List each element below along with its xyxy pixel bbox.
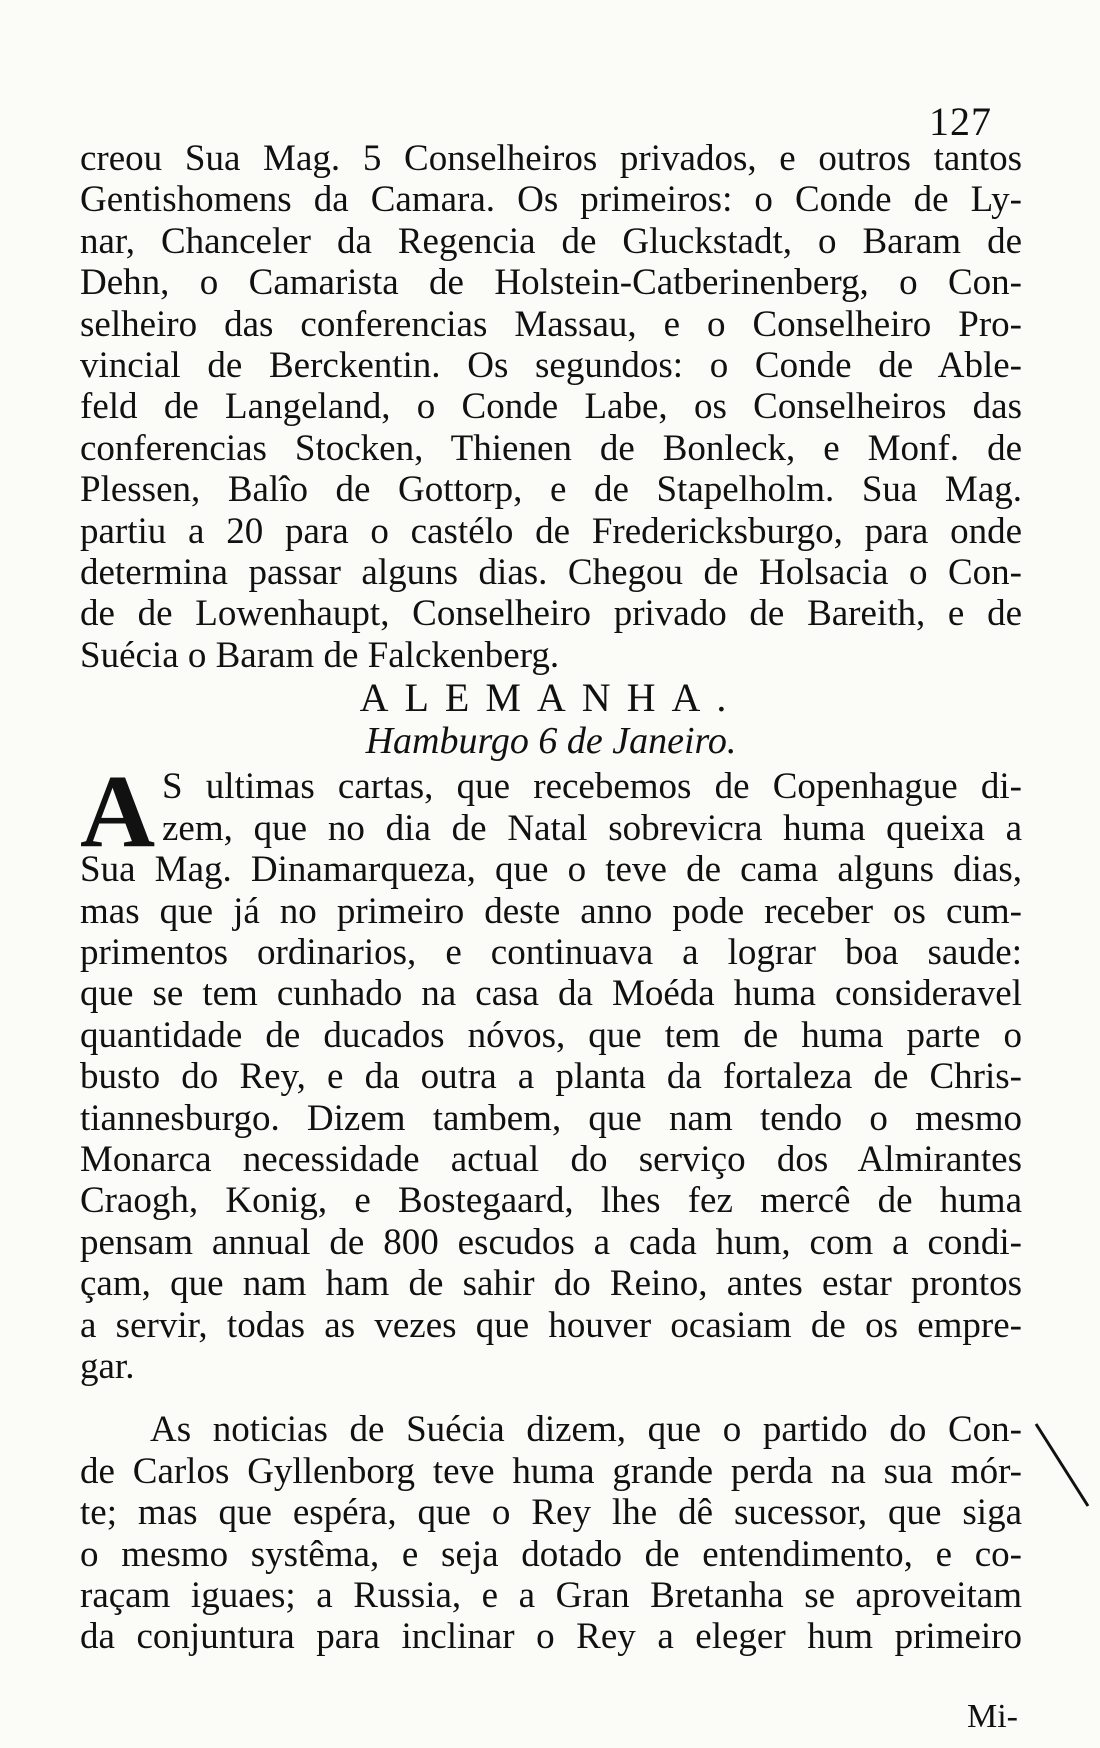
drop-cap: A — [80, 754, 156, 870]
paragraph-denmark-appointments — [80, 138, 1022, 676]
text-line: Plessen, Balîo de Gottorp, e de Stapelholm. Sua Mag. — [80, 469, 1022, 511]
text-line: zem, que no dia de Natal sobrevicra huma queixa a — [162, 807, 1022, 849]
text-line: Suécia o Baram de Falckenberg. — [80, 634, 560, 676]
text-line: Craogh, Konig, e Bostegaard, lhes fez mercê de huma — [80, 1180, 1022, 1222]
dateline: Hamburgo 6 de Janeiro. — [365, 720, 737, 763]
text-line: determina passar alguns dias. Chegou de Holsacia o Con- — [80, 552, 1022, 594]
text-line: que se tem cunhado na casa da Moéda huma consideravel — [80, 973, 1022, 1015]
text-line: primentos ordinarios, e continuava a lograr boa saude: — [80, 931, 1022, 973]
text-line: busto do Rey, e da outra a planta da fortaleza de Chris- — [80, 1056, 1022, 1098]
text-line: quantidade de ducados nóvos, que tem de huma parte o — [80, 1014, 1022, 1056]
paragraph-hamburg-news — [80, 754, 1022, 1387]
text-line: Gentishomens da Camara. Os primeiros: o Conde de Ly- — [80, 179, 1022, 221]
text-line: feld de Langeland, o Conde Labe, os Conselheiros das — [80, 386, 1022, 428]
text-line: conferencias Stocken, Thienen de Bonleck, e Monf. de — [80, 427, 1022, 469]
text-line: vincial de Berckentin. Os segundos: o Conde de Able- — [80, 345, 1022, 387]
page-fold-mark — [1032, 1420, 1092, 1510]
text-line: de Carlos Gyllenborg teve huma grande perda na sua mór- — [80, 1450, 1022, 1492]
text-line: S ultimas cartas, que recebemos de Copenhague di- — [162, 766, 1022, 808]
paragraph-sweden-news — [80, 1409, 1022, 1657]
text-line: tiannesburgo. Dizem tambem, que nam tendo o mesmo — [80, 1097, 1022, 1139]
text-line: o mesmo systêma, e seja dotado de entendimento, e co- — [80, 1533, 1022, 1575]
text-line: Monarca necessidade actual do serviço dos Almirantes — [80, 1138, 1022, 1180]
paragraph-gap — [80, 1387, 1022, 1409]
catchword: Mi- — [967, 1698, 1018, 1735]
text-line: selheiro das conferencias Massau, e o Conselheiro Pro- — [80, 303, 1022, 345]
text-line: a servir, todas as vezes que houver ocasiam de os empre- — [80, 1304, 1022, 1346]
text-line: pensam annual de 800 escudos a cada hum, com a condi- — [80, 1221, 1022, 1263]
text-line: raçam iguaes; a Russia, e a Gran Bretanha se aproveitam — [80, 1575, 1022, 1616]
page-number: 127 — [929, 99, 992, 144]
text-line: Sua Mag. Dinamarqueza, que o teve de cama alguns dias, — [80, 849, 1022, 891]
text-line: çam, que nam ham de sahir do Reino, antes estar prontos — [80, 1263, 1022, 1305]
text-line: gar. — [80, 1345, 135, 1387]
text-line: partiu a 20 para o castélo de Fredericksburgo, para onde — [80, 510, 1022, 552]
text-line: de de Lowenhaupt, Conselheiro privado de Bareith, e de — [80, 593, 1022, 635]
text-line: Dehn, o Camarista de Holstein-Catberinenberg, o Con- — [80, 262, 1022, 304]
text-line: te; mas que espéra, que o Rey lhe dê sucessor, que siga — [80, 1492, 1022, 1534]
text-line: nar, Chanceler da Regencia de Gluckstadt, o Baram de — [80, 220, 1022, 262]
text-line: da conjuntura para inclinar o Rey a eleger hum primeiro — [80, 1616, 1022, 1658]
text-line: creou Sua Mag. 5 Conselheiros privados, e outros tantos — [80, 138, 1022, 179]
section-heading: ALEMANHA. — [359, 675, 743, 721]
text-line: As noticias de Suécia dizem, que o partido do Con- — [150, 1409, 1022, 1451]
text-line: mas que já no primeiro deste anno pode receber os cum- — [80, 890, 1022, 932]
text-column — [80, 138, 1022, 1658]
